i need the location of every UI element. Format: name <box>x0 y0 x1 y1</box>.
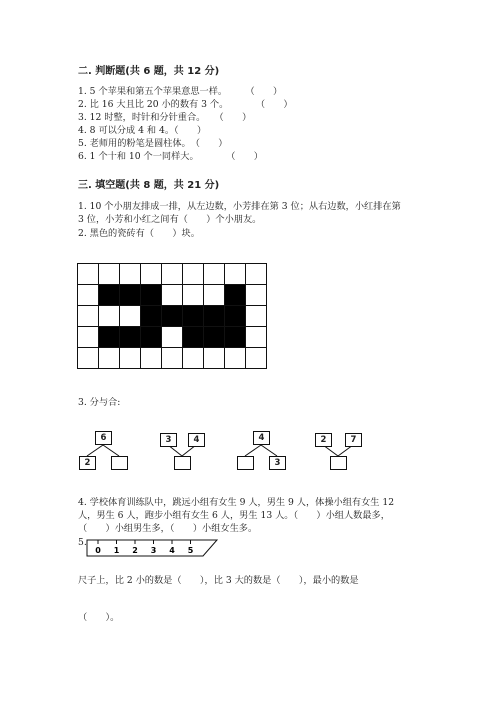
question-5-line-1: 尺子上，比 2 小的数是（ ），比 3 大的数是（ ），最小的数是 <box>78 575 359 586</box>
question-4-line-3: （ ）小组男生多，（ ）小组女生多。 <box>78 523 258 534</box>
question-3: 3. 分与合: <box>78 397 121 408</box>
judgement-item-6: 6. 1 个十和 10 个一同样大。 （ ） <box>78 151 263 162</box>
ruler-tick-label: 3 <box>150 546 157 555</box>
judgement-item-1: 1. 5 个苹果和第五个苹果意思一样。 （ ） <box>78 86 283 97</box>
question-4-line-2: 人，男生 6 人，跑步小组有女生 6 人，男生 13 人。（ ）小组人数最多， <box>78 510 390 521</box>
judgement-item-3: 3. 12 时整，时针和分针重合。 （ ） <box>78 112 252 123</box>
split-4-top-right-box: 7 <box>345 433 362 447</box>
ruler-tick-label: 5 <box>187 546 194 555</box>
split-4-bottom-box[interactable] <box>330 456 347 470</box>
split-2-bottom-box[interactable] <box>174 456 191 470</box>
split-3-top-box: 4 <box>253 431 270 445</box>
ruler-tick-label: 2 <box>132 546 138 555</box>
split-3-right-box: 3 <box>269 456 286 470</box>
ruler-tick-label: 1 <box>113 546 120 555</box>
section-title-fill-blank: 三. 填空题(共 8 题，共 21 分) <box>78 180 220 191</box>
ruler-tick-label: 4 <box>169 546 175 555</box>
ruler-tick-label: 0 <box>95 546 101 555</box>
question-1-line-1: 1. 10 个小朋友排成一排，从左边数，小芳排在第 3 位；从右边数，小红排在第 <box>78 201 401 212</box>
ruler <box>86 539 218 557</box>
split-4-top-left-box: 2 <box>315 433 332 447</box>
question-1-line-2: 3 位，小芳和小红之间有（ ）个小朋友。 <box>78 214 262 225</box>
split-1-left-box: 2 <box>79 456 96 470</box>
split-1-right-box[interactable] <box>111 456 128 470</box>
question-4-line-1: 4. 学校体育训练队中，跳远小组有女生 9 人，男生 9 人，体操小组有女生 12 <box>78 497 395 508</box>
question-2: 2. 黑色的瓷砖有（ ）块。 <box>78 228 200 239</box>
split-2-top-left-box: 3 <box>160 433 177 447</box>
question-5-number: 5. <box>78 537 87 548</box>
section-title-judgement: 二. 判断题(共 6 题，共 12 分) <box>78 66 220 77</box>
judgement-item-2: 2. 比 16 大且比 20 小的数有 3 个。 （ ） <box>78 99 293 110</box>
split-3-left-box[interactable] <box>237 456 254 470</box>
split-2-top-right-box: 4 <box>188 433 205 447</box>
judgement-item-5: 5. 老师用的粉笔是圆柱体。 （ ） <box>78 138 228 149</box>
question-5-line-2: （ ）。 <box>78 612 120 623</box>
judgement-item-4: 4. 8 可以分成 4 和 4。（ ） <box>78 125 207 136</box>
split-1-top-box: 6 <box>95 431 112 445</box>
